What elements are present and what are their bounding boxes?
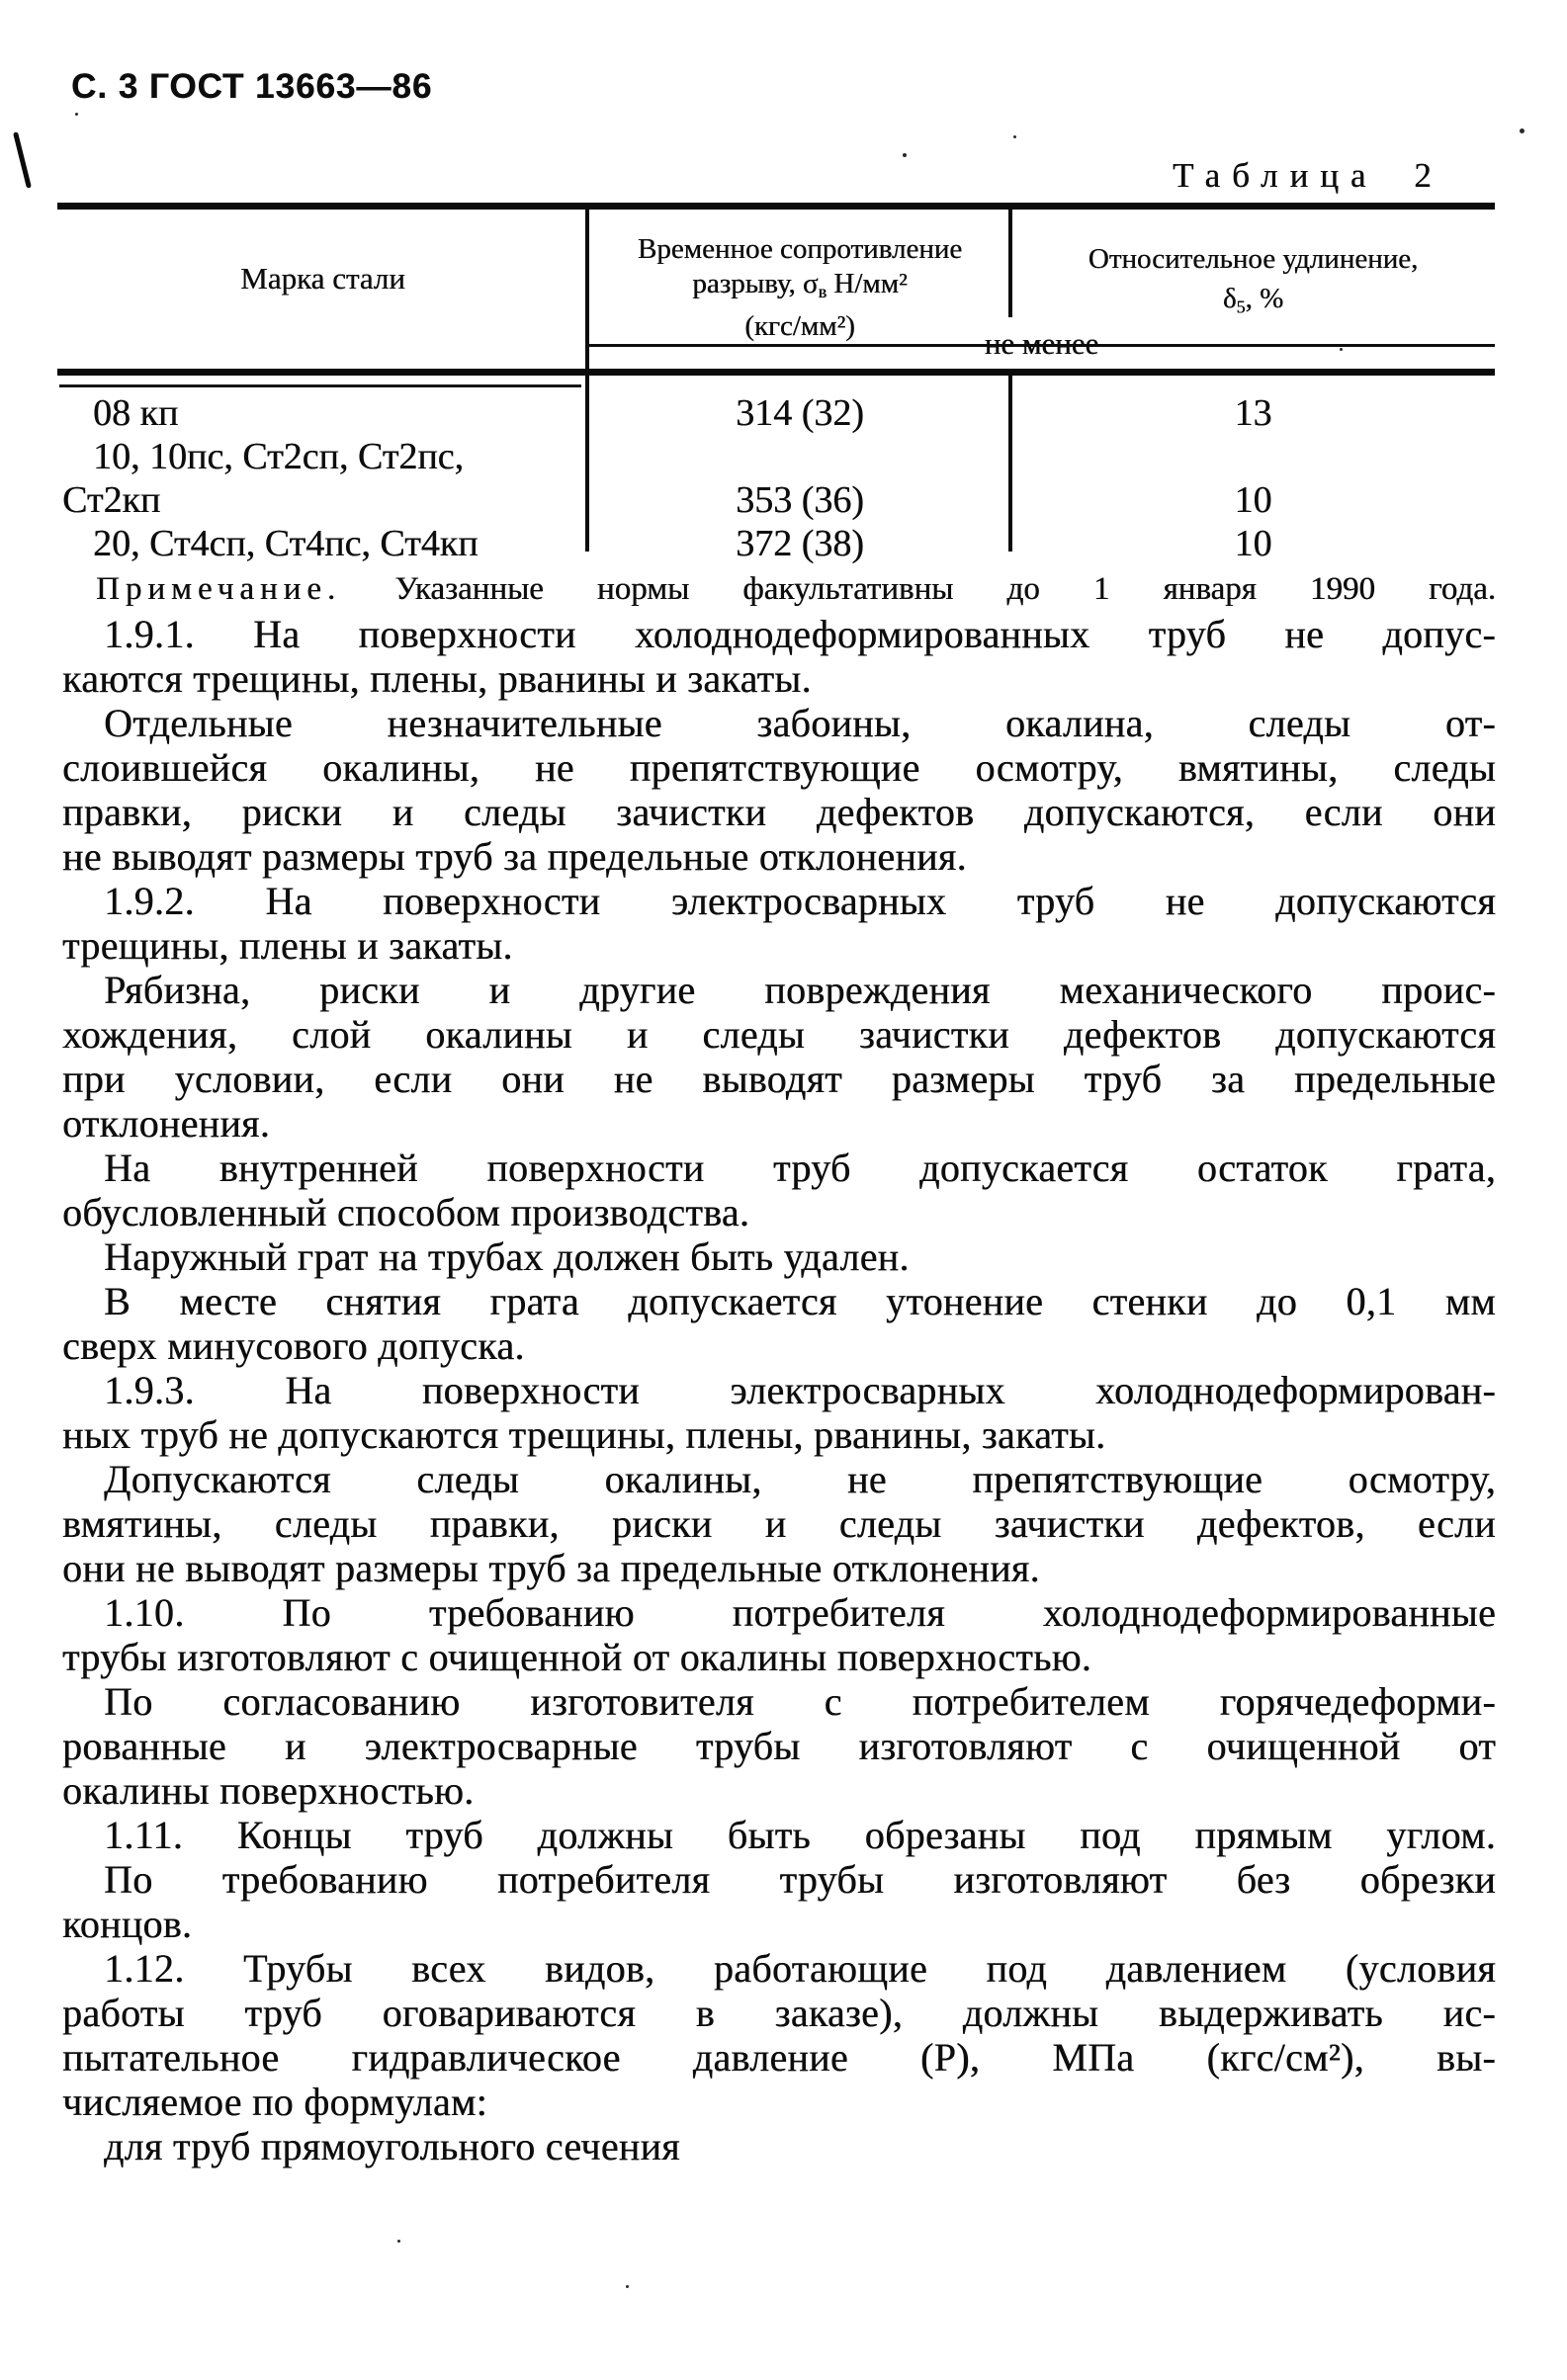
paragraph-line: рованные и электросварные трубы изготовляют с очищенной от (62, 1724, 1496, 1768)
paragraph (62, 1946, 1496, 2124)
scan-speck (903, 153, 907, 157)
paragraph (62, 1457, 1496, 1590)
header-line: $\delta_5$, % (1222, 283, 1284, 317)
paragraph-line: Отдельные незначительные забоины, окалина, следы от- (104, 701, 1496, 745)
table-header-row (57, 203, 1495, 342)
paragraph-line: пытательное гидравлическое давление (Р), МПа (кгс/см²), вы- (62, 2035, 1496, 2080)
paragraph-line: отклонения. (62, 1101, 271, 1146)
note-line (62, 567, 1496, 612)
column-divider-line (585, 376, 589, 552)
paragraph (62, 1146, 1496, 1234)
strength-value-cell: 372 (38) (736, 523, 864, 564)
paragraph-line: вмятины, следы правки, риски и следы зачистки дефектов, если (62, 1501, 1496, 1546)
elongation-value-cell: 10 (1234, 479, 1272, 521)
elongation-value-cell (1011, 435, 1495, 478)
paragraph-line: трубы изготовляют с очищенной от окалины поверхностью. (62, 1635, 1092, 1679)
paragraph-line: На внутренней поверхности труб допускается остаток грата, (104, 1146, 1496, 1190)
strength-value-cell: 314 (32) (736, 392, 864, 434)
running-header: С. 3 ГОСТ 13663—86 (71, 67, 433, 106)
elongation-value-cell: 10 (1234, 523, 1272, 564)
paragraph-line: 1.9.1. На поверхности холоднодеформированных труб не допус- (104, 612, 1496, 656)
header-line: Временное сопротивление (637, 233, 963, 265)
strength-value-cell: 353 (36) (736, 479, 864, 521)
header-cell-steel-grade: Марка стали (240, 260, 405, 296)
paragraph-line: правки, риски и следы зачистки дефектов допускаются, если они (62, 790, 1496, 834)
scan-speck (1340, 348, 1343, 351)
paragraph-line: 1.12. Трубы всех видов, работающие под давлением (условия (104, 1946, 1496, 1991)
paragraph-line: сверх минусового допуска. (62, 1323, 525, 1368)
column-divider-line (1008, 210, 1012, 317)
body-text-block (62, 567, 1496, 2168)
steel-grade-cell: 08 кп (93, 392, 179, 434)
steel-grade-cell: Ст2кп (62, 479, 161, 521)
scan-speck (626, 2285, 629, 2288)
elongation-value-cell: 13 (1234, 392, 1272, 434)
scan-speck (397, 2240, 400, 2243)
paragraph-line: концов. (62, 1902, 193, 1946)
table-body (57, 376, 1495, 565)
paragraph (62, 1857, 1496, 1946)
header-line: (кгс/мм²) (744, 309, 855, 342)
paragraph (62, 879, 1496, 968)
paragraph-line: окалины поверхностью. (62, 1768, 475, 1813)
paragraph-line: По согласованию изготовителя с потребителем горячедеформи- (104, 1679, 1496, 1724)
paragraph (62, 1590, 1496, 1679)
paragraph-line: работы труб оговариваются в заказе), должны выдерживать ис- (62, 1991, 1496, 2035)
scan-speck (75, 113, 78, 116)
scan-speck (1013, 135, 1016, 138)
header-line: разрыву, $\sigma_в$ Н/мм² (692, 268, 908, 301)
paragraph-line: трещины, плены и закаты. (62, 923, 513, 968)
steel-grade-cell: 10, 10пс, Ст2сп, Ст2пс, (93, 436, 465, 477)
paragraph (62, 701, 1496, 879)
paragraph (62, 2124, 1496, 2168)
scan-speck (1520, 128, 1524, 133)
not-less-than-label: не менее (984, 326, 1099, 361)
double-rule-line (59, 384, 581, 387)
delta-subscript: 5 (1236, 297, 1246, 317)
paragraph-line: По требованию потребителя трубы изготовляют без обрезки (104, 1857, 1496, 1902)
paragraph (62, 1234, 1496, 1279)
paragraph (62, 612, 1496, 701)
paragraph-line: 1.9.3. На поверхности электросварных холоднодеформирован- (104, 1368, 1496, 1412)
paragraph-line: обусловленный способом производства. (62, 1190, 750, 1234)
note-text: Указанные нормы факультативны до 1 января 1990 года. (394, 571, 1496, 607)
paragraph-line: 1.11. Концы труб должны быть обрезаны под прямым углом. (104, 1813, 1496, 1857)
paragraph (62, 1813, 1496, 1857)
paragraph (62, 1679, 1496, 1813)
table-caption: Таблица 2 (1173, 156, 1443, 195)
paragraph-line: ных труб не допускаются трещины, плены, рванины, закаты. (62, 1412, 1106, 1457)
paragraph-line: Допускаются следы окалины, не препятствующие осмотру, (104, 1457, 1496, 1501)
paragraphs (62, 612, 1496, 2168)
paragraph-line: каются трещины, плены, рванины и закаты. (62, 656, 812, 701)
header-line: Относительное удлинение, (1088, 243, 1419, 275)
pen-stroke-mark (13, 131, 31, 188)
paragraph-line: при условии, если они не выводят размеры труб за предельные (62, 1057, 1496, 1101)
column-divider-line (585, 210, 589, 369)
paragraph-line: Наружный грат на трубах должен быть удален. (104, 1234, 910, 1279)
strength-value-cell (588, 435, 1011, 478)
paragraph (62, 1368, 1496, 1457)
paragraph-line: 1.9.2. На поверхности электросварных труб не допускаются (104, 879, 1496, 923)
paragraph-line: Рябизна, риски и другие повреждения механического проис- (104, 968, 1496, 1012)
paragraph-line: для труб прямоугольного сечения (104, 2124, 680, 2168)
paragraph (62, 1279, 1496, 1368)
paragraph-line: хождения, слой окалины и следы зачистки дефектов допускаются (62, 1012, 1496, 1057)
table-subheader-row (57, 320, 1495, 376)
paragraph-line: В месте снятия грата допускается утонение стенки до 0,1 мм (104, 1279, 1496, 1323)
paragraph-line: слоившейся окалины, не препятствующие осмотру, вмятины, следы (62, 745, 1496, 790)
paragraph (62, 968, 1496, 1146)
paragraph-line: 1.10. По требованию потребителя холоднодеформированные (104, 1590, 1496, 1635)
paragraph-line: числяемое по формулам: (62, 2080, 487, 2124)
subheader-spacer (57, 320, 588, 369)
note-label: Примечание. (96, 571, 342, 607)
steel-properties-table (57, 203, 1495, 565)
sigma-subscript: в (818, 281, 827, 301)
paragraph-line: не выводят размеры труб за предельные отклонения. (62, 834, 967, 879)
steel-grade-cell: 20, Ст4сп, Ст4пс, Ст4кп (93, 523, 479, 564)
paragraph-line: они не выводят размеры труб за предельные отклонения. (62, 1546, 1040, 1590)
column-divider-line (1008, 376, 1012, 552)
